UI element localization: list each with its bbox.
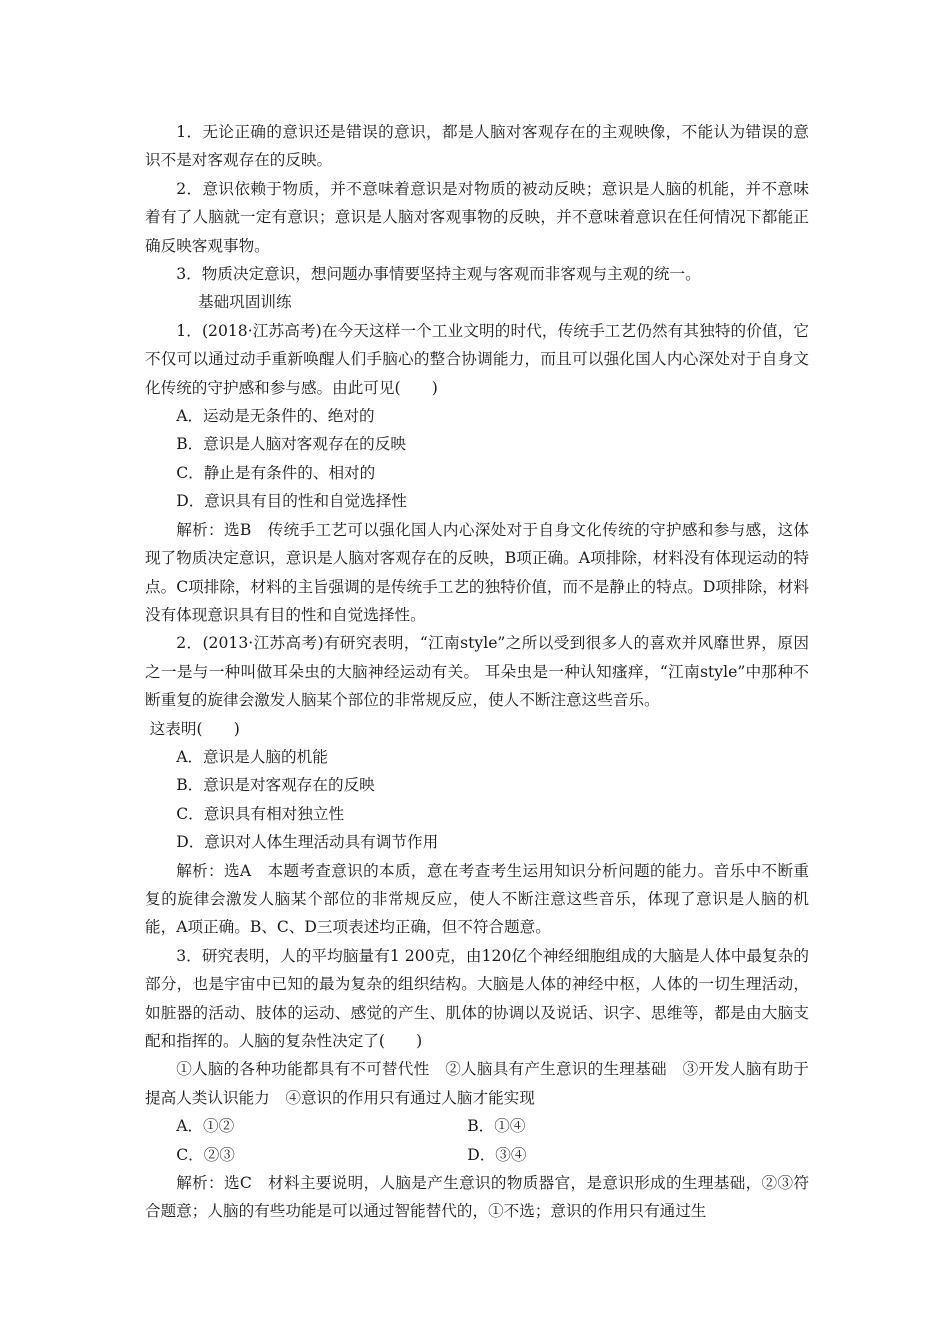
q1-stem: 1．(2018·江苏高考)在今天这样一个工业文明的时代，传统手工艺仍然有其独特的价值，它不仅可以通过动手重新唤醒人们手脑心的整合协调能力，而且可以强化国人内心深处对于自身文化传统的守护感和参与感。由此可见( ) bbox=[145, 321, 809, 397]
q3-analysis: 解析：选C 材料主要说明，人脑是产生意识的物质器官，是意识形成的生理基础，②③符合题意；人脑的有些功能是可以通过智能替代的，①不选；意识的作用只有通过生 bbox=[145, 1174, 809, 1221]
q2-analysis: 解析：选A 本题考查意识的本质，意在考查考生运用知识分析问题的能力。音乐中不断重复的旋律会激发人脑某个部位的非常规反应，使人不断注意这些音乐，体现了意识是人脑的机能，A项正确。B、C、D三项表述均正确，但不符合题意。 bbox=[145, 861, 809, 937]
q1-option-a: A．运动是无条件的、绝对的 bbox=[176, 407, 375, 426]
q2-stem-tail: 这表明( ) bbox=[149, 719, 240, 738]
q1-option-c: C．静止是有条件的、相对的 bbox=[176, 463, 376, 482]
q2-stem: 2．(2013·江苏高考)有研究表明，“江南style”之所以受到很多人的喜欢并风靡世界，原因之一是与一种叫做耳朵虫的大脑神经运动有关。 耳朵虫是一种认知瘙痒，“江南style”中那种不断重复的旋律会激发人脑某个部位的非常规反应，使人不断注意这些音乐。 bbox=[145, 634, 809, 710]
q2-option-b: B．意识是对客观存在的反映 bbox=[176, 776, 375, 795]
q1-option-d: D．意识具有目的性和自觉选择性 bbox=[176, 492, 408, 511]
q1-analysis: 解析：选B 传统手工艺可以强化国人内心深处对于自身文化传统的守护感和参与感，这体现了物质决定意识，意识是人脑对客观存在的反映，B项正确。A项排除，材料没有体现运动的特点。C项排除，材料的主旨强调的是传统手工艺的独特价值，而不是静止的特点。D项排除，材料没有体现意识具有目的性和自觉选择性。 bbox=[145, 520, 809, 624]
q3-option-a: A．①② bbox=[176, 1117, 235, 1136]
q2-option-c: C．意识具有相对独立性 bbox=[176, 804, 345, 823]
q3-stem: 3．研究表明，人的平均脑量有1 200克，由120亿个神经细胞组成的大脑是人体中最复杂的部分，也是宇宙中已知的最为复杂的组织结构。大脑是人体的神经中枢，人体的一切生理活动，如脏器的活动、肢体的运动、感觉的产生、肌体的协调以及说话、识字、思维等，都是由大脑支配和指挥的。人脑的复杂性决定了( ) bbox=[145, 946, 809, 1050]
note-3: 3．物质决定意识，想问题办事情要坚持主观与客观而非客观与主观的统一。 bbox=[176, 265, 701, 284]
note-2: 2．意识依赖于物质，并不意味着意识是对物质的被动反映；意识是人脑的机能，并不意味着有了人脑就一定有意识；意识是人脑对客观事物的反映，并不意味着意识在任何情况下都能正确反映客观事物。 bbox=[145, 179, 809, 255]
section-title: 基础巩固训练 bbox=[198, 293, 292, 312]
q1-option-b: B．意识是人脑对客观存在的反映 bbox=[176, 435, 406, 454]
q2-option-d: D．意识对人体生理活动具有调节作用 bbox=[176, 833, 439, 852]
document-page bbox=[145, 118, 809, 1226]
note-1: 1．无论正确的意识还是错误的意识，都是人脑对客观存在的主观映像，不能认为错误的意识不是对客观存在的反映。 bbox=[145, 123, 809, 170]
q2-option-a: A．意识是人脑的机能 bbox=[176, 747, 328, 766]
q3-option-d: D．③④ bbox=[467, 1145, 527, 1164]
q3-statements: ①人脑的各种功能都具有不可替代性 ②人脑具有产生意识的生理基础 ③开发人脑有助于提高人类认识能力 ④意识的作用只有通过人脑才能实现 bbox=[145, 1060, 809, 1107]
q3-options bbox=[145, 1112, 809, 1169]
q3-option-c: C．②③ bbox=[176, 1145, 235, 1164]
q3-option-b: B．①④ bbox=[467, 1117, 526, 1136]
